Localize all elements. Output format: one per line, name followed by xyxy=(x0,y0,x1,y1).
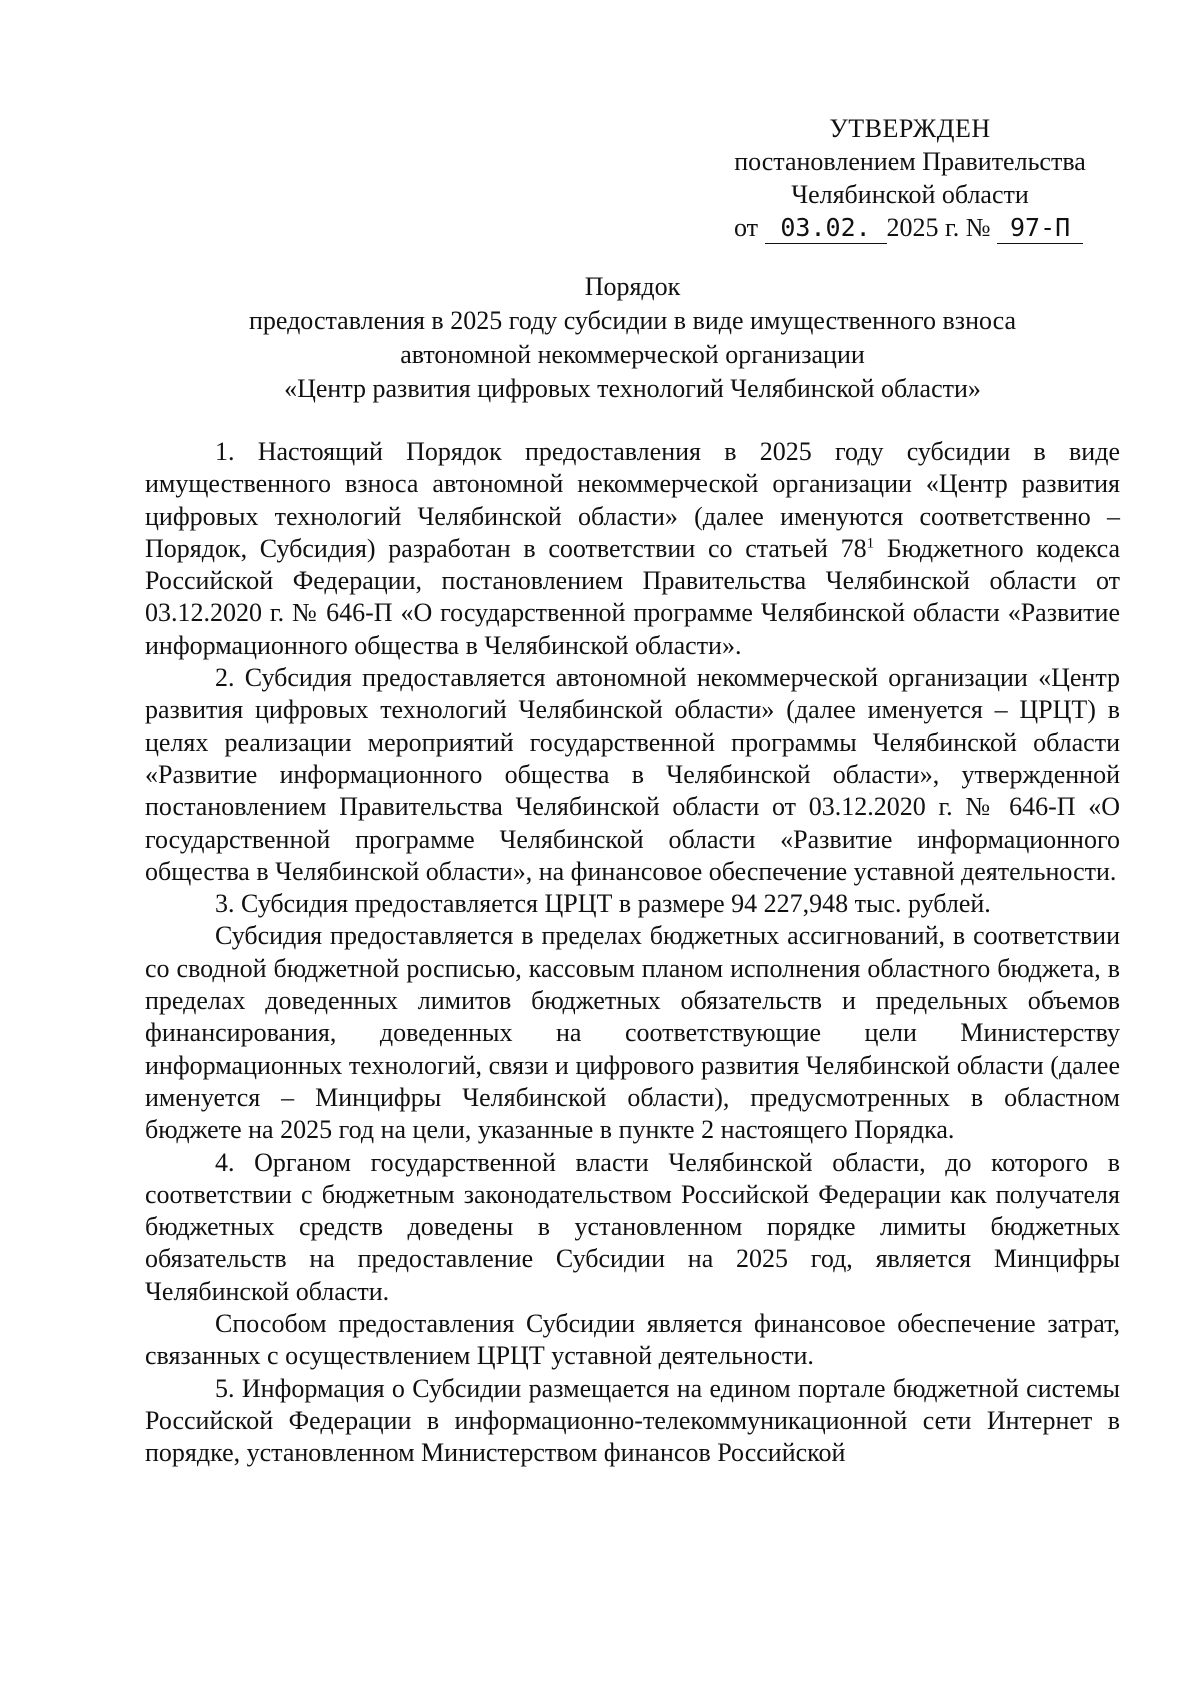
approval-line-1: постановлением Правительства xyxy=(734,147,1086,176)
approval-date-line xyxy=(700,211,1120,244)
paragraph-2: 2. Субсидия предоставляется автономной некоммерческой организации «Центр развития цифровых технологий Челябинской области» (далее именуется – ЦРЦТ) в целях реализации мероприятий государственной программы Челябинской области «Развитие информационного общества в Челябинской области», утвержденной постановлением Правительства Челябинской области от 03.12.2020 г. № 646-П «О государственной программе Челябинской области «Развитие информационного общества в Челябинской области», на финансовое обеспечение уставной деятельности. xyxy=(145,663,1120,886)
date-prefix: от xyxy=(734,213,759,242)
paragraph-1-text-a: 1. Настоящий Порядок предоставления в 2025 году субсидии в виде имущественного взноса автономной некоммерческой организации «Центр развития цифровых технологий Челябинской области» (далее именуются соответственно – Порядок, Субсидия) разработан в соответствии со статьей 78 xyxy=(145,437,1120,563)
paragraph-5: 4. Органом государственной власти Челябинской области, до которого в соответствии с бюджетным законодательством Российской Федерации как получателя бюджетных средств доведены в установленном порядке лимиты бюджетных обязательств на предоставление Субсидии на 2025 год, является Минцифры Челябинской области. xyxy=(145,1147,1120,1306)
article-superscript: 1 xyxy=(866,535,875,552)
approval-line-2: Челябинской области xyxy=(791,180,1029,209)
approval-number: 97-П xyxy=(997,213,1083,244)
approval-date: 03.02. xyxy=(765,213,887,244)
document-body xyxy=(145,436,1120,1470)
paragraph-1 xyxy=(145,436,1120,662)
title-line-2: предоставления в 2025 году субсидии в виде имущественного взноса xyxy=(248,306,1017,335)
approval-year: 2025 г. № xyxy=(886,213,991,242)
approval-heading: УТВЕРЖДЕН xyxy=(829,114,991,143)
approval-block xyxy=(700,112,1120,244)
document-title xyxy=(145,270,1120,406)
paragraph-3: 3. Субсидия предоставляется ЦРЦТ в размере 94 227,948 тыс. рублей. xyxy=(215,889,991,919)
title-line-1: Порядок xyxy=(584,272,681,301)
paragraph-7: 5. Информация о Субсидии размещается на едином портале бюджетной системы Российской Федерации в информационно-телекоммуникационной сети Интернет в порядке, установленном Министерством финансов Российской xyxy=(145,1373,1120,1468)
paragraph-4: Субсидия предоставляется в пределах бюджетных ассигнований, в соответствии со сводной бюджетной росписью, кассовым планом исполнения областного бюджета, в пределах доведенных лимитов бюджетных обязательств и предельных объемов финансирования, доведенных на соответствующие цели Министерству информационных технологий, связи и цифрового развития Челябинской области (далее именуется – Минцифры Челябинской области), предусмотренных в областном бюджете на 2025 год на цели, указанные в пункте 2 настоящего Порядка. xyxy=(145,921,1120,1145)
paragraph-1-text-b: Бюджетного кодекса Российской Федерации, постановлением Правительства Челябинской области от 03.12.2020 г. № 646-П «О государственной программе Челябинской области «Развитие информационного общества в Челябинской области». xyxy=(145,533,1121,660)
title-line-3: автономной некоммерческой организации xyxy=(400,340,865,369)
paragraph-6: Способом предоставления Субсидии является финансовое обеспечение затрат, связанных с осуществлением ЦРЦТ уставной деятельности. xyxy=(145,1309,1120,1371)
title-line-4: «Центр развития цифровых технологий Челябинской области» xyxy=(284,374,981,403)
